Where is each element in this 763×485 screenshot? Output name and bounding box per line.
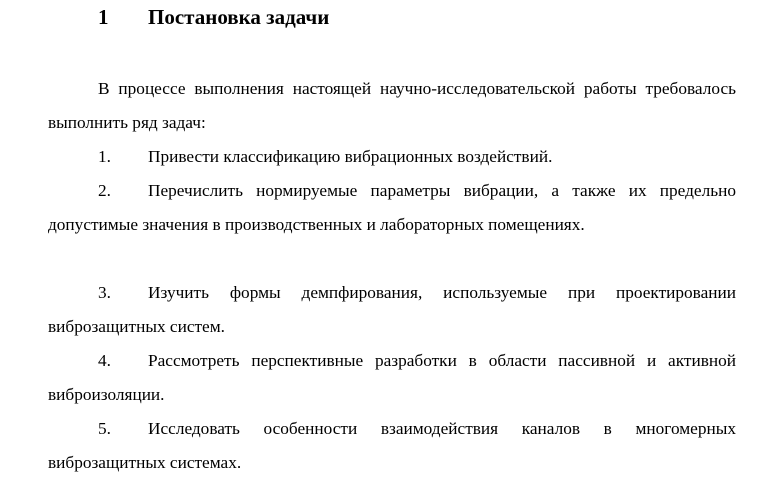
task-text: Рассмотреть перспективные разработки в области пассивной и активной виброизоляции.: [48, 351, 736, 404]
task-item: [48, 174, 736, 242]
task-number: 5.: [98, 419, 111, 438]
task-text: Привести классификацию вибрационных воздействий.: [148, 147, 553, 166]
task-text: Исследовать особенности взаимодействия каналов в многомерных виброзащитных системах.: [48, 419, 736, 472]
task-item: [48, 140, 736, 174]
section-title: Постановка задачи: [148, 5, 330, 29]
task-item: [48, 412, 736, 480]
task-number: 1.: [98, 147, 111, 166]
intro-paragraph: В процессе выполнения настоящей научно-исследовательской работы требовалось выполнить ряд задач:: [48, 79, 736, 132]
task-item: [48, 276, 736, 344]
task-number: 3.: [98, 283, 111, 302]
task-number: 4.: [98, 351, 111, 370]
task-item: [48, 344, 736, 412]
section-heading: [98, 4, 329, 30]
task-number: 2.: [98, 181, 111, 200]
task-text: Изучить формы демпфирования, используемые при проектировании виброзащитных систем.: [48, 283, 736, 336]
section-number: 1: [98, 5, 109, 29]
task-text: Перечислить нормируемые параметры вибрации, а также их предельно допустимые значения в производственных и лабораторных помещениях.: [48, 181, 736, 234]
